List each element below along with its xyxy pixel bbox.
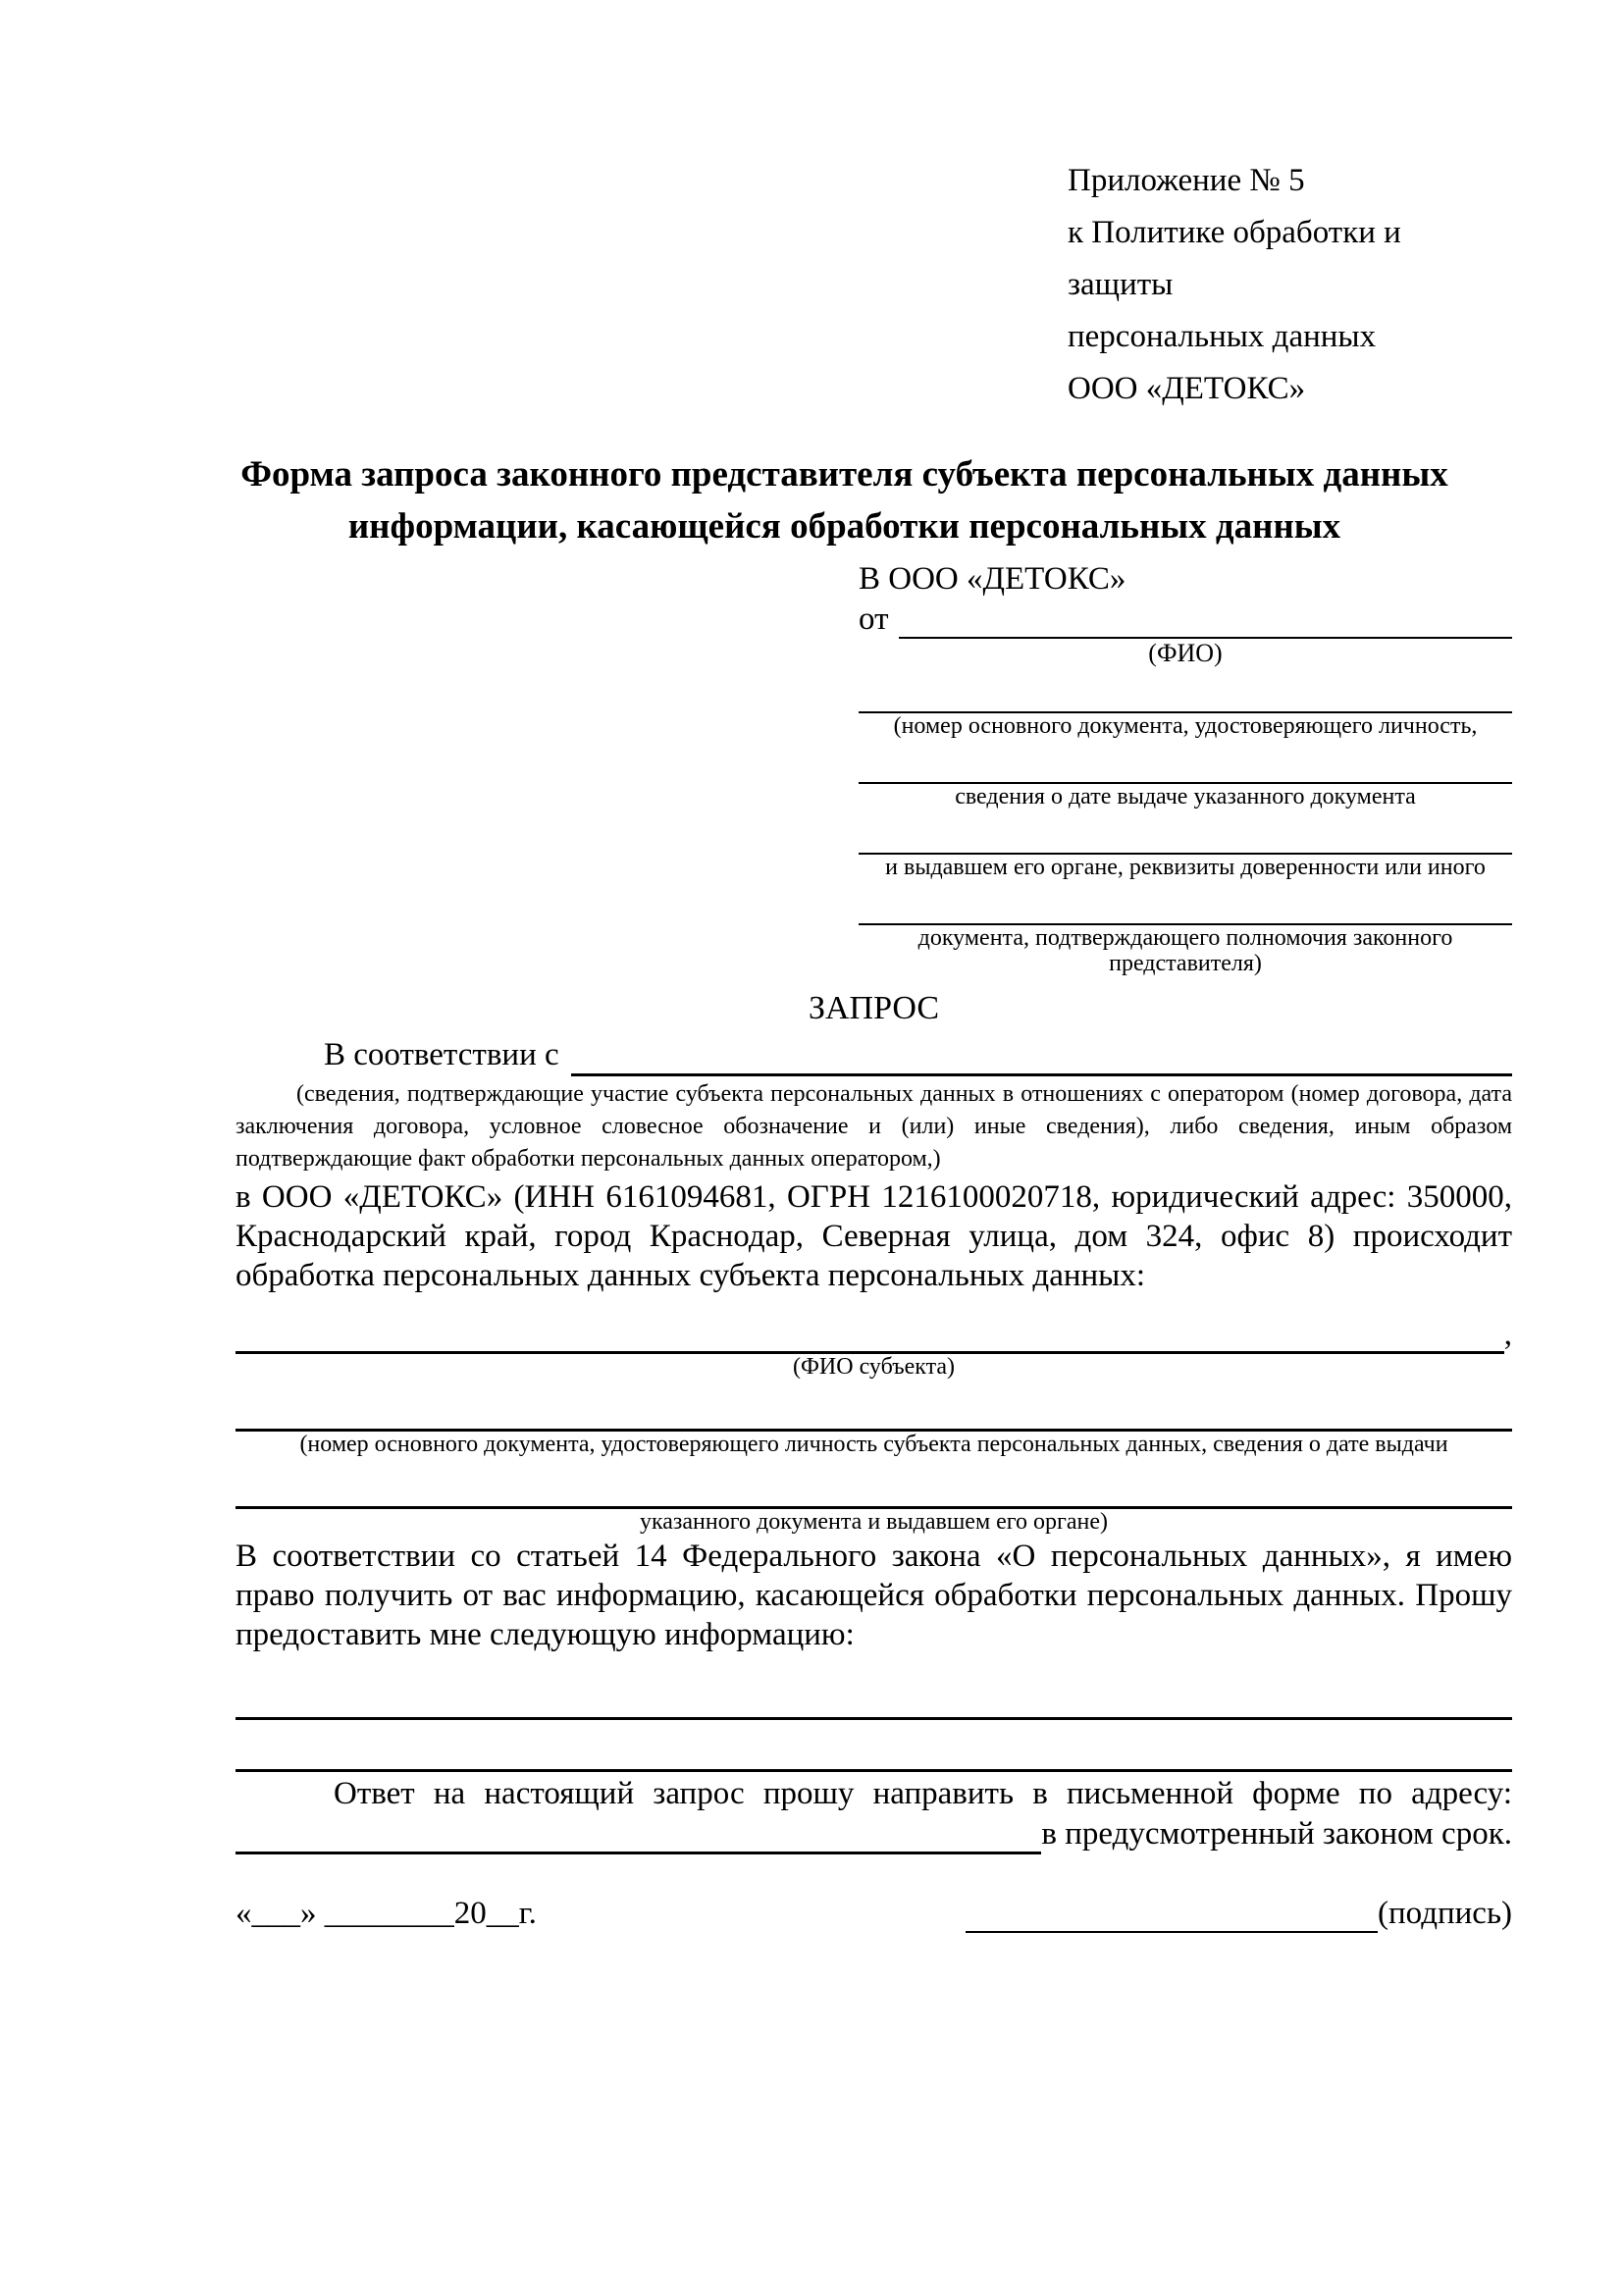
issue-date-blank-line <box>859 747 1512 784</box>
signature-caption: (подпись) <box>1378 1896 1512 1931</box>
accordance-label: В соответствии с <box>324 1037 559 1072</box>
signature-blank-line <box>966 1900 1378 1933</box>
issuing-authority-blank-line <box>859 817 1512 855</box>
document-content <box>236 0 1512 1933</box>
law-paragraph: В соответствии со статьей 14 Федерального закона «О персональных данных», я имею право получить от вас информацию, касающейся обработки персональных данных. Прошу предоставить мне следующую информацию: <box>236 1539 1512 1652</box>
subject-document-caption-2: указанного документа и выдавшем его органе) <box>639 1509 1109 1535</box>
from-row <box>859 600 1512 639</box>
appendix-block <box>1068 155 1512 415</box>
document-number-blank-line <box>859 676 1512 713</box>
request-heading: ЗАПРОС <box>808 990 940 1026</box>
requested-info-blank-line-2 <box>236 1734 1512 1772</box>
document-number-caption: (номер основного документа, удостоверяющего личность, <box>893 713 1478 739</box>
subject-document-blank-line-2 <box>236 1471 1512 1509</box>
appendix-line-1: Приложение № 5 <box>1068 163 1305 198</box>
from-fio-blank-line <box>899 607 1513 639</box>
authority-document-caption: документа, подтверждающего полномочия законного представителя) <box>917 925 1453 976</box>
subject-document-blank-line-1 <box>236 1393 1512 1432</box>
accordance-row <box>236 1033 1512 1076</box>
appendix-line-2: к Политике обработки и защиты <box>1068 215 1401 302</box>
subject-fio-row <box>236 1315 1512 1354</box>
accordance-caption: (сведения, подтверждающие участие субъекта персональных данных в отношениях с оператором (номер договора, дата заключения договора, условное словесное обозначение и (или) иные сведения), либо сведения, иным образом подтверждающие факт обработки персональных данных оператором,) <box>236 1081 1512 1172</box>
signature-group <box>966 1894 1512 1933</box>
addressee-block <box>859 558 1512 976</box>
subject-document-caption-1: (номер основного документа, удостоверяющего личность субъекта персональных данных, сведения о дате выдачи <box>299 1432 1448 1457</box>
appendix-line-4: ООО «ДЕТОКС» <box>1068 371 1306 406</box>
issue-date-caption: сведения о дате выдаче указанного документа <box>955 784 1416 809</box>
subject-fio-comma: , <box>1503 1317 1512 1352</box>
reply-sentence: Ответ на настоящий запрос прошу направить в письменной форме по адресу: <box>334 1776 1512 1811</box>
requested-info-blank-line-1 <box>236 1682 1512 1720</box>
authority-document-blank-line <box>859 888 1512 925</box>
form-title-line-1: Форма запроса законного представителя субъекта персональных данных <box>240 454 1448 495</box>
operator-paragraph: в ООО «ДЕТОКС» (ИНН 6161094681, ОГРН 1216100020718, юридический адрес: 350000, Краснодарский край, город Краснодар, Северная улица, дом 324, офис 8) происходит обработка персональных данных субъекта персональных данных: <box>236 1179 1512 1293</box>
reply-address-blank-line <box>236 1820 1041 1854</box>
issuing-authority-caption: и выдавшем его органе, реквизиты доверенности или иного <box>885 855 1486 880</box>
subject-fio-caption: (ФИО субъекта) <box>792 1354 956 1380</box>
form-title <box>236 448 1512 552</box>
addressee-organization: В ООО «ДЕТОКС» <box>859 561 1126 597</box>
accordance-blank-line <box>571 1044 1512 1076</box>
appendix-line-3: персональных данных <box>1068 319 1377 354</box>
subject-fio-blank-line <box>236 1318 1504 1354</box>
reply-tail: в предусмотренный законом срок. <box>1041 1816 1512 1852</box>
form-title-line-2: информации, касающейся обработки персональных данных <box>347 506 1341 547</box>
date-line: «___» ________20__г. <box>236 1896 537 1931</box>
signature-row <box>236 1894 1512 1933</box>
fio-caption: (ФИО) <box>1148 639 1223 667</box>
reply-address-row <box>236 1813 1512 1854</box>
from-label: от <box>859 601 889 637</box>
